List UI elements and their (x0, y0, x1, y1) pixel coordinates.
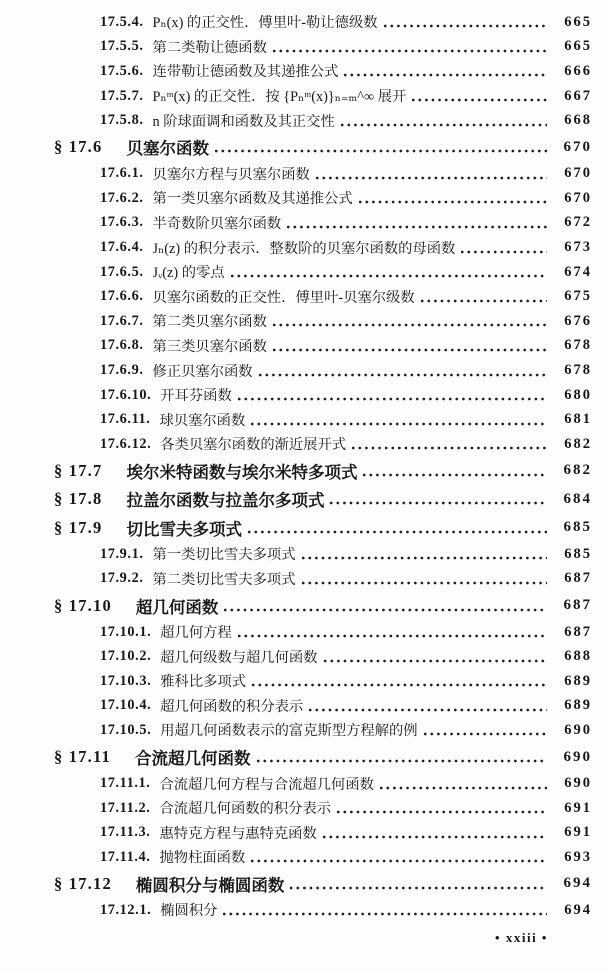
toc-entry-page: 694 (563, 875, 592, 892)
dot-leader (272, 347, 547, 353)
toc-entry-page: 680 (564, 386, 592, 403)
toc-entry-page: 685 (564, 545, 592, 562)
toc-entry-title: Pₙ(x) 的正交性．傅里叶-勒让德级数 (152, 15, 378, 32)
toc-entry-title: 合流超几何函数的积分表示 (159, 801, 332, 818)
toc-entry-title: 第三类贝塞尔函数 (152, 338, 267, 355)
toc-entry (54, 542, 592, 567)
toc-entry-label: 17.6.7. (100, 312, 144, 329)
toc-entry (54, 796, 592, 821)
dot-leader (423, 731, 547, 737)
toc-entry-label: 17.11.2. (100, 799, 151, 816)
toc-entry (54, 383, 592, 408)
toc-entry-title: 拉盖尔函数与拉盖尔多项式 (126, 491, 325, 511)
dot-leader (250, 421, 547, 427)
toc-entry-title: 贝塞尔函数 (126, 139, 209, 159)
toc-entry-title: 第一类贝塞尔函数及其递推公式 (152, 191, 353, 208)
toc-entry-title: 开耳芬函数 (160, 388, 232, 405)
dot-leader (420, 298, 547, 304)
toc-entry-title: 超几何函数 (135, 597, 219, 617)
toc-entry-title: 合流超几何函数 (135, 749, 251, 768)
toc-entry (54, 84, 592, 109)
toc-entry-label: § 17.6 (54, 137, 103, 157)
dot-leader (258, 372, 547, 378)
toc-entry-label: § 17.12 (54, 873, 112, 893)
toc-entry-label: 17.5.6. (100, 62, 144, 79)
toc-entry-page: 665 (564, 13, 592, 30)
toc-entry-page: 670 (563, 138, 592, 155)
toc-entry (54, 845, 592, 870)
toc-entry (54, 260, 592, 285)
toc-entry-label: § 17.11 (54, 747, 111, 766)
toc-entry-label: 17.11.4. (100, 848, 151, 865)
toc-entry-title: 第二类切比雪夫多项式 (152, 571, 296, 588)
toc-entry (54, 432, 592, 457)
toc-entry (54, 407, 592, 432)
toc-entry-title: 惠特克方程与惠特克函数 (159, 825, 317, 842)
toc-entry-label: 17.6.11. (100, 411, 151, 428)
dot-leader (223, 607, 547, 613)
toc-entry-page: 690 (564, 721, 592, 738)
toc-entry-label: 17.5.5. (100, 38, 144, 55)
dot-leader (315, 175, 547, 181)
toc-entry-label: § 17.8 (54, 489, 103, 509)
toc-entry-label: 17.10.3. (100, 672, 152, 689)
toc-entry (54, 743, 592, 772)
toc-entry (54, 334, 592, 359)
toc-entry-title: 修正贝塞尔函数 (152, 363, 253, 380)
dot-leader (329, 500, 547, 506)
toc-entry-title: 抛物柱面函数 (159, 850, 246, 867)
toc-entry-label: 17.6.6. (100, 288, 144, 305)
toc-entry-label: 17.6.10. (100, 386, 152, 403)
dot-leader (222, 911, 547, 917)
toc-entry (54, 309, 592, 334)
dot-leader (237, 633, 547, 639)
dot-leader (343, 72, 547, 78)
toc-entry (54, 59, 592, 84)
dot-leader (251, 682, 547, 688)
dot-leader (286, 224, 547, 230)
toc-entry (54, 718, 592, 743)
toc-entry-page: 694 (564, 901, 592, 918)
toc-entry-label: 17.6.1. (100, 165, 144, 182)
toc-entry-label: 17.5.8. (100, 112, 144, 129)
toc-entry (54, 591, 592, 620)
toc-entry (54, 161, 592, 186)
dot-leader (383, 23, 547, 29)
toc-entry (54, 133, 592, 162)
toc-list (54, 10, 592, 923)
dot-leader (308, 707, 547, 713)
toc-entry-label: 17.6.12. (100, 435, 152, 452)
toc-entry (54, 820, 592, 845)
toc-entry (54, 898, 592, 923)
toc-entry-title: 合流超几何方程与合流超几何函数 (159, 776, 374, 793)
toc-entry-page: 693 (564, 848, 592, 865)
toc-entry-title: 连带勒让德函数及其递推公式 (152, 64, 339, 81)
toc-entry-page: 689 (564, 672, 592, 689)
toc-entry (54, 284, 592, 309)
toc-entry (54, 669, 592, 694)
toc-entry-page: 688 (564, 648, 592, 665)
toc-entry-page: 665 (564, 38, 592, 55)
toc-entry-page: 690 (563, 748, 592, 765)
toc-entry-page: 667 (564, 87, 592, 104)
toc-entry (54, 514, 592, 543)
toc-entry-page: 690 (564, 775, 592, 792)
toc-entry-page: 687 (563, 597, 592, 614)
toc-entry (54, 644, 592, 669)
toc-entry-page: 666 (564, 62, 592, 79)
toc-entry-title: 半奇数阶贝塞尔函数 (152, 215, 282, 232)
toc-entry-page: 682 (564, 435, 592, 452)
dot-leader (460, 249, 547, 255)
toc-entry (54, 567, 592, 592)
toc-entry-title: 埃尔米特函数与埃尔米特多项式 (126, 462, 358, 482)
toc-entry-title: Jᵥ(z) 的零点 (152, 265, 225, 282)
toc-entry-page: 678 (564, 362, 592, 379)
toc-entry (54, 108, 592, 133)
dot-leader (230, 273, 547, 279)
toc-entry (54, 186, 592, 211)
dot-leader (301, 580, 548, 586)
toc-entry-page: 670 (564, 189, 592, 206)
toc-entry-label: 17.10.1. (100, 623, 152, 640)
toc-entry-title: 超几何方程 (160, 625, 232, 642)
toc-entry-label: 17.11.1. (100, 775, 151, 792)
toc-entry-page: 674 (564, 263, 592, 280)
dot-leader (247, 529, 547, 535)
toc-entry-label: 17.5.4. (100, 13, 144, 30)
dot-leader (379, 785, 547, 791)
toc-entry (54, 694, 592, 719)
toc-entry-label: 17.9.2. (100, 570, 144, 587)
toc-entry-title: 贝塞尔函数的正交性．傅里叶-贝塞尔级数 (152, 289, 415, 306)
dot-leader (272, 48, 547, 54)
toc-entry-page: 687 (564, 570, 592, 587)
toc-entry-page: 684 (563, 490, 592, 507)
toc-entry-page: 682 (563, 462, 592, 479)
dot-leader (237, 396, 547, 402)
toc-entry-page: 687 (564, 623, 592, 640)
toc-entry-title: 用超几何函数表示的富克斯型方程解的例 (160, 723, 418, 740)
toc-entry-label: 17.10.2. (100, 648, 152, 665)
toc-entry-label: 17.5.7. (100, 87, 144, 104)
dot-leader (272, 322, 547, 328)
toc-entry (54, 10, 592, 35)
dot-leader (323, 658, 547, 664)
toc-entry-label: 17.11.3. (100, 824, 151, 841)
toc-entry-label: 17.10.5. (100, 721, 152, 738)
dot-leader (250, 858, 547, 864)
dot-leader (362, 472, 547, 478)
toc-entry-label: 17.12.1. (100, 901, 152, 918)
dot-leader (289, 885, 547, 891)
toc-entry-label: § 17.10 (54, 595, 112, 615)
toc-entry-page: 670 (564, 165, 592, 182)
toc-entry-title: 切比雪夫多项式 (126, 519, 242, 539)
toc-entry (54, 620, 592, 645)
toc-entry-title: 第二类勒让德函数 (152, 39, 267, 56)
toc-entry-title: 各类贝塞尔函数的渐近展开式 (160, 437, 347, 454)
toc-entry-label: 17.6.2. (100, 189, 144, 206)
dot-leader (340, 122, 547, 128)
toc-entry (54, 870, 592, 899)
dot-leader (336, 809, 547, 815)
toc-entry (54, 485, 592, 514)
toc-entry-label: 17.6.9. (100, 362, 144, 379)
toc-entry-label: 17.6.3. (100, 214, 144, 231)
toc-entry-page: 676 (564, 312, 592, 329)
dot-leader (411, 97, 547, 103)
toc-entry-page: 691 (564, 799, 592, 816)
toc-entry-title: Jₙ(z) 的积分表示．整数阶的贝塞尔函数的母函数 (152, 240, 456, 257)
dot-leader (301, 555, 548, 561)
toc-entry-title: 雅科比多项式 (160, 674, 247, 691)
toc-entry-title: Pₙᵐ(x) 的正交性．按 {Pₙᵐ(x)}ₙ₌ₘ^∞ 展开 (152, 89, 407, 106)
toc-entry-title: 超几何级数与超几何函数 (160, 649, 318, 666)
toc-entry (54, 457, 592, 486)
toc-entry-page: 678 (564, 337, 592, 354)
toc-entry-label: § 17.9 (54, 517, 103, 537)
toc-entry-page: 689 (564, 697, 592, 714)
toc-entry-title: 第二类贝塞尔函数 (152, 314, 267, 331)
toc-entry-label: 17.6.8. (100, 337, 144, 354)
dot-leader (322, 834, 547, 840)
dot-leader (214, 148, 547, 154)
toc-entry-page: 675 (564, 288, 592, 305)
toc-entry-title: 第一类切比雪夫多项式 (152, 547, 296, 564)
toc-entry-page: 668 (564, 112, 592, 129)
dot-leader (351, 445, 547, 451)
toc-entry (54, 771, 592, 796)
toc-entry-page: 691 (564, 824, 592, 841)
toc-entry-page: 672 (564, 214, 592, 231)
page-number-footer: • xxiii • (495, 930, 548, 945)
toc-entry-label: 17.9.1. (100, 545, 144, 562)
toc-entry-label: § 17.7 (54, 460, 103, 480)
toc-entry-page: 673 (564, 239, 592, 256)
toc-entry (54, 35, 592, 60)
toc-entry-label: 17.6.4. (100, 239, 144, 256)
toc-entry-title: 椭圆积分 (160, 903, 218, 920)
toc-entry-title: 球贝塞尔函数 (159, 412, 246, 429)
toc-entry-title: 贝塞尔方程与贝塞尔函数 (152, 166, 310, 183)
dot-leader (358, 199, 547, 205)
toc-entry (54, 358, 592, 383)
toc-entry-title: n 阶球面调和函数及其正交性 (152, 113, 335, 130)
toc-entry-page: 685 (563, 519, 592, 536)
toc-entry-page: 681 (564, 411, 592, 428)
toc-entry (54, 211, 592, 236)
toc-entry-label: 17.10.4. (100, 697, 152, 714)
dot-leader (256, 758, 548, 764)
toc-entry-title: 椭圆积分与椭圆函数 (135, 875, 285, 895)
toc-entry-label: 17.6.5. (100, 263, 144, 280)
toc-entry-title: 超几何函数的积分表示 (160, 698, 304, 715)
toc-entry (54, 235, 592, 260)
